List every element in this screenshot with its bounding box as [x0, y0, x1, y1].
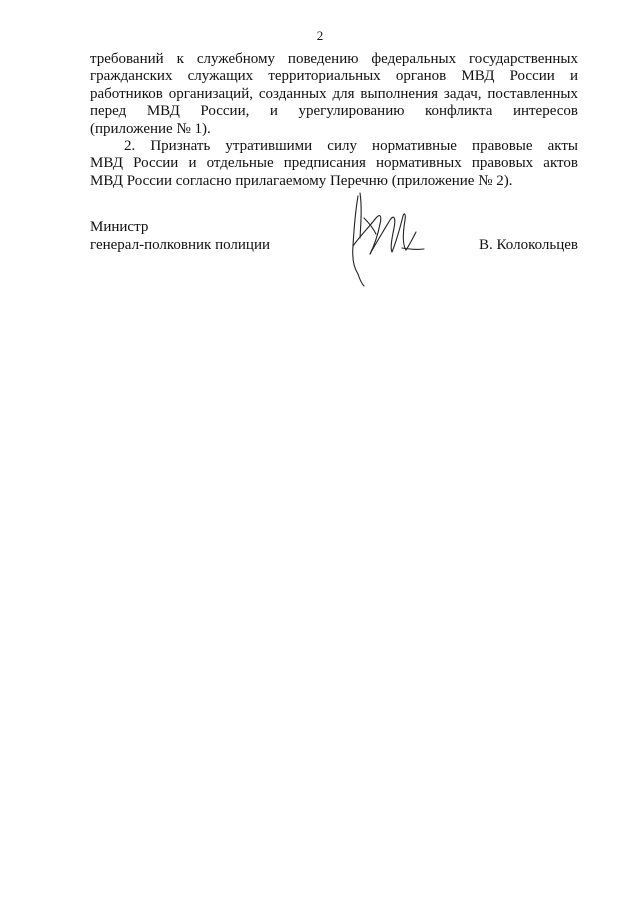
paragraph-1 — [90, 51, 578, 138]
paragraph-1-line: гражданских служащих территориальных органов МВД России и — [90, 68, 578, 85]
paragraph-2-line: МВД России согласно прилагаемому Перечню (приложение № 2). — [90, 172, 513, 189]
paragraph-2-line: МВД России и отдельные предписания нормативных правовых актов — [90, 155, 578, 172]
paragraph-1-line: работников организаций, созданных для выполнения задач, поставленных — [90, 85, 578, 102]
paragraph-2 — [90, 138, 578, 190]
signatory-rank: генерал-полковник полиции — [90, 237, 271, 253]
page-number: 2 — [316, 28, 324, 43]
signature-block — [90, 218, 578, 298]
paragraph-2-line: 2. Признать утратившими силу нормативные правовые акты — [124, 138, 578, 155]
handwritten-signature-icon — [340, 188, 430, 288]
signatory-name: В. Колокольцев — [479, 237, 578, 253]
paragraph-1-line: перед МВД России, и урегулированию конфликта интересов — [90, 103, 578, 120]
document-body — [90, 51, 578, 190]
paragraph-1-line: требований к служебному поведению федеральных государственных — [90, 51, 578, 67]
paragraph-1-line: (приложение № 1). — [90, 120, 211, 137]
signatory-position: Министр — [90, 219, 149, 235]
